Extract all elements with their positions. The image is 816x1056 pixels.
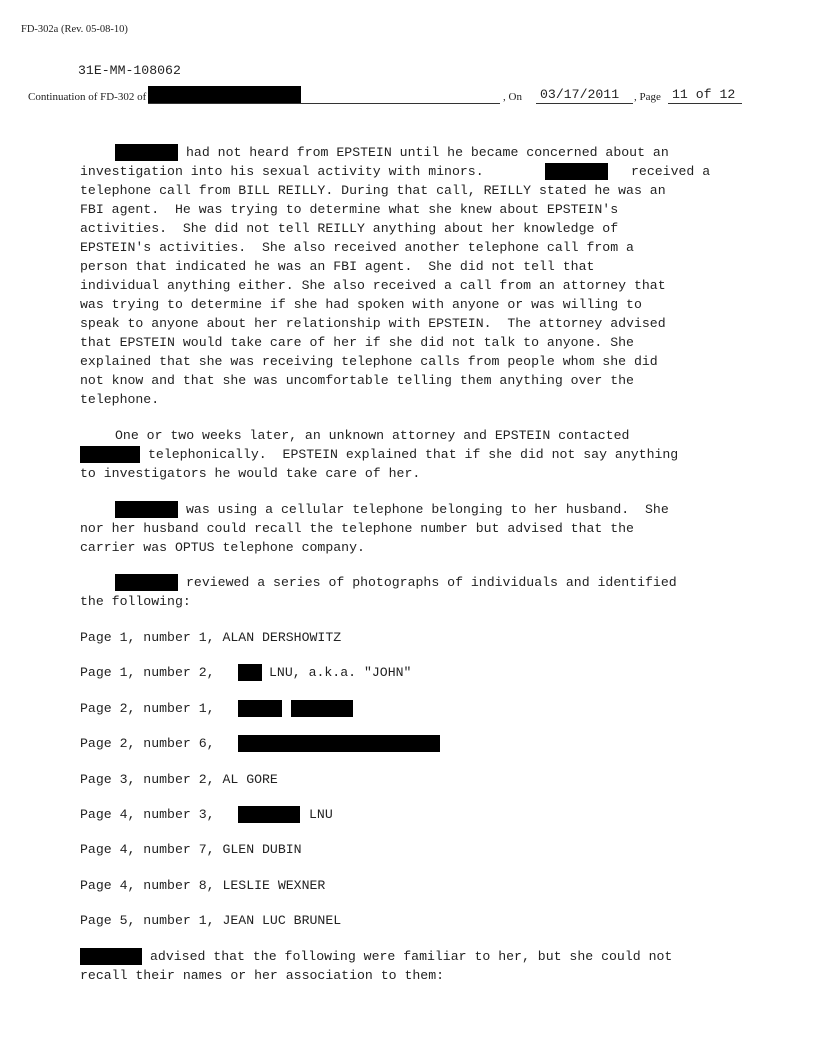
form-id: FD-302a (Rev. 05-08-10) — [21, 24, 128, 35]
list-item: Page 4, number 8, LESLIE WEXNER — [80, 878, 326, 893]
page-label: , Page — [634, 91, 661, 103]
redaction — [115, 501, 178, 518]
redaction-subject-name — [148, 86, 301, 103]
body-line: recall their names or her association to them: — [80, 968, 445, 983]
redaction — [545, 163, 608, 180]
page-underline — [668, 103, 742, 104]
body-line: that EPSTEIN would take care of her if she did not talk to anyone. She — [80, 335, 634, 350]
body-line: EPSTEIN's activities. She also received another telephone call from a — [80, 240, 634, 255]
list-item: Page 4, number 3, — [80, 807, 215, 822]
list-item: Page 2, number 6, — [80, 736, 215, 751]
page-number: 11 of 12 — [672, 87, 736, 102]
list-item: Page 4, number 7, GLEN DUBIN — [80, 842, 302, 857]
redaction — [238, 700, 282, 717]
body-line: One or two weeks later, an unknown attorney and EPSTEIN contacted — [115, 428, 630, 443]
body-line: nor her husband could recall the telephone number but advised that the — [80, 521, 634, 536]
body-line: advised that the following were familiar to her, but she could not — [150, 949, 673, 964]
body-line: telephonically. EPSTEIN explained that if she did not say anything — [148, 447, 679, 462]
body-line: the following: — [80, 594, 191, 609]
body-line: was using a cellular telephone belonging to her husband. She — [186, 502, 669, 517]
body-line: not know and that she was uncomfortable telling them anything over the — [80, 373, 634, 388]
redaction — [80, 948, 142, 965]
continuation-label: Continuation of FD-302 of — [28, 91, 147, 103]
body-line: person that indicated he was an FBI agent. She did not tell that — [80, 259, 595, 274]
body-line: carrier was OPTUS telephone company. — [80, 540, 365, 555]
body-line: telephone call from BILL REILLY. During that call, REILLY stated he was an — [80, 183, 666, 198]
list-item: LNU — [309, 807, 333, 822]
list-item: Page 1, number 2, — [80, 665, 215, 680]
list-item: Page 1, number 1, ALAN DERSHOWITZ — [80, 630, 342, 645]
redaction — [115, 574, 178, 591]
body-line: reviewed a series of photographs of individuals and identified — [186, 575, 677, 590]
interview-date: 03/17/2011 — [540, 87, 620, 102]
on-label: , On — [503, 91, 522, 103]
redaction — [238, 664, 262, 681]
body-line: investigation into his sexual activity with minors. — [80, 164, 484, 179]
redaction — [238, 806, 300, 823]
redaction — [80, 446, 140, 463]
body-line: telephone. — [80, 392, 160, 407]
body-line: individual anything either. She also received a call from an attorney that — [80, 278, 666, 293]
list-item: Page 3, number 2, AL GORE — [80, 772, 278, 787]
list-item: Page 5, number 1, JEAN LUC BRUNEL — [80, 913, 342, 928]
body-line: FBI agent. He was trying to determine what she knew about EPSTEIN's — [80, 202, 619, 217]
body-line: activities. She did not tell REILLY anything about her knowledge of — [80, 221, 619, 236]
subject-name-underline — [148, 103, 500, 104]
list-item: LNU, a.k.a. "JOHN" — [269, 665, 412, 680]
body-line: had not heard from EPSTEIN until he became concerned about an — [186, 145, 669, 160]
date-underline — [536, 103, 633, 104]
redaction — [238, 735, 440, 752]
redaction — [115, 144, 178, 161]
body-line: explained that she was receiving telephone calls from people whom she did — [80, 354, 658, 369]
file-number: 31E-MM-108062 — [78, 63, 181, 78]
list-item: Page 2, number 1, — [80, 701, 215, 716]
body-line: speak to anyone about her relationship with EPSTEIN. The attorney advised — [80, 316, 666, 331]
body-line: to investigators he would take care of her. — [80, 466, 421, 481]
body-line: received a — [631, 164, 711, 179]
body-line: was trying to determine if she had spoken with anyone or was willing to — [80, 297, 642, 312]
redaction — [291, 700, 353, 717]
